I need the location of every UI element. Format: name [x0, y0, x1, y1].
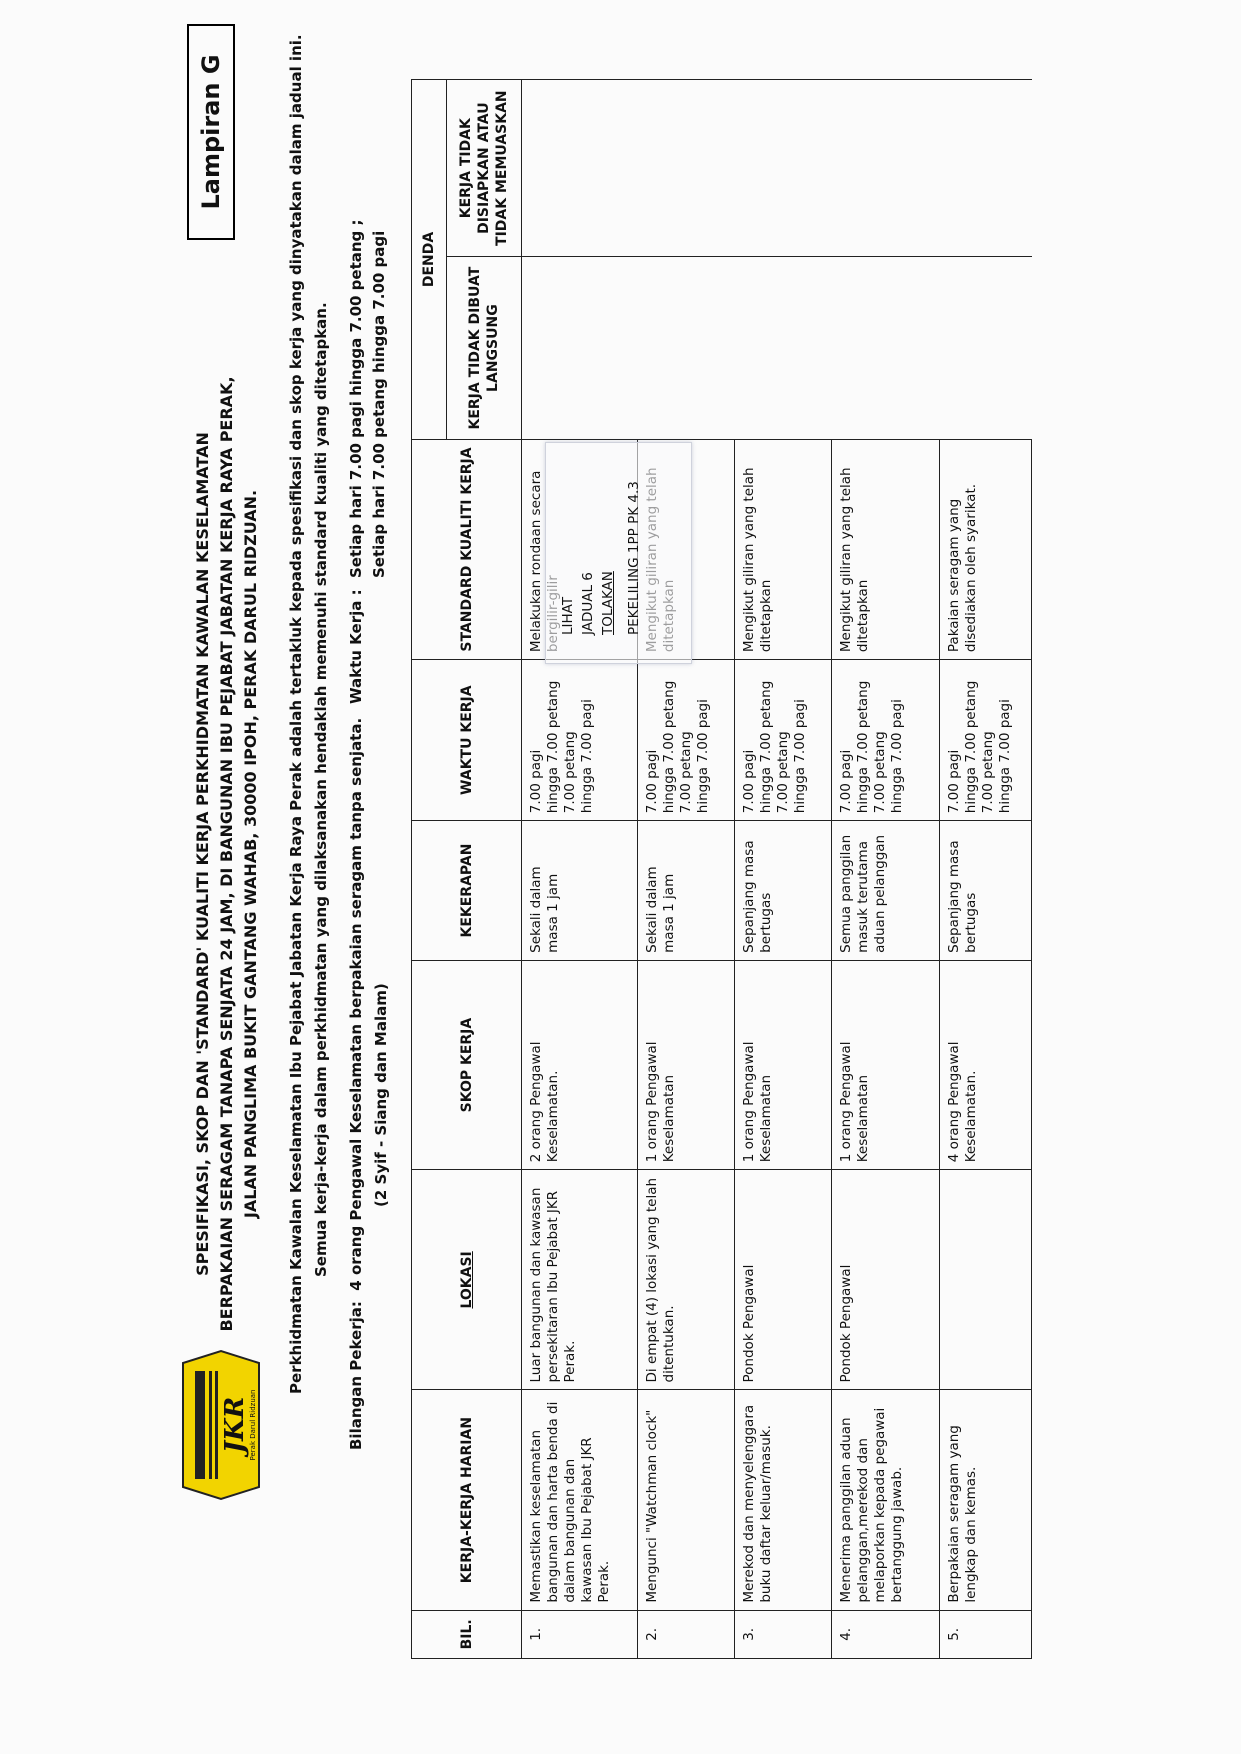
- waktu-line: hingga 7.00 pagi: [579, 699, 595, 814]
- row-skop: 2 orang Pengawal Keselamatan.: [522, 960, 638, 1169]
- waktu-line-2: Setiap hari 7.00 petang hingga 7.00 pagi: [370, 230, 388, 578]
- waktu-line: hingga 7.00 pagi: [792, 699, 808, 814]
- bilangan-pekerja: [343, 718, 369, 1450]
- waktu-line: hingga 7.00 petang: [963, 680, 979, 814]
- header-kerja: KERJA-KERJA HARIAN: [412, 1390, 522, 1610]
- row-lokasi: Pondok Pengawal: [735, 1170, 832, 1390]
- denda-note-box: [545, 442, 692, 664]
- denda-tidak-dibuat-cell: [522, 257, 1032, 440]
- title-line-3: JALAN PANGLIMA BUKIT GANTANG WAHAB, 30000 IPOH, PERAK DARUL RIDZUAN.: [241, 489, 260, 1219]
- bilangan-label: Bilangan Pekerja:: [347, 1301, 365, 1450]
- denda-tidak-disiapkan-cell: [522, 80, 1032, 257]
- waktu-line: 7.00 pagi: [644, 749, 660, 814]
- waktu-line: 7.00 pagi: [741, 749, 757, 814]
- row-skop: 4 orang Pengawal Keselamatan.: [940, 960, 1032, 1169]
- row-lokasi: Di empat (4) lokasi yang telah ditentukan.: [638, 1170, 735, 1390]
- row-kekerapan: Sekali dalam masa 1 jam: [522, 821, 638, 961]
- waktu-line: hingga 7.00 pagi: [695, 699, 711, 814]
- intro-line-2: Semua kerja-kerja dalam perkhidmatan yang dilaksanakan hendaklah memenuhi standard kualiti yang ditetapkan.: [312, 302, 330, 1277]
- waktu-line: hingga 7.00 petang: [661, 680, 677, 814]
- row-bil: 4.: [832, 1610, 940, 1658]
- waktu-line: hingga 7.00 petang: [545, 680, 561, 814]
- note-tolakan: TOLAKAN: [600, 571, 616, 635]
- waktu-line: 7.00 petang: [872, 731, 888, 814]
- waktu-line-1: Setiap hari 7.00 pagi hingga 7.00 petang ;: [347, 219, 365, 578]
- row-waktu: [735, 660, 832, 821]
- waktu-line: hingga 7.00 petang: [855, 680, 871, 814]
- row-skop: 1 orang Pengawal Keselamatan: [638, 960, 735, 1169]
- row-standard: Pakaian seragam yang disediakan oleh syarikat.: [940, 439, 1032, 659]
- row-kerja: Mengunci "Watchman clock": [638, 1390, 735, 1610]
- row-kerja: Menerima panggilan aduan pelanggan,merekod dan melaporkan kepada pegawai bertanggung jawab.: [832, 1390, 940, 1610]
- title-line-1: SPESIFIKASI, SKOP DAN 'STANDARD' KUALITI KERJA PERKHIDMATAN KAWALAN KESELAMATAN: [193, 432, 212, 1276]
- row-kekerapan: Sepanjang masa bertugas: [735, 821, 832, 961]
- row-skop: 1 orang Pengawal Keselamatan: [832, 960, 940, 1169]
- row-kerja: Berpakaian seragam yang lengkap dan kemas.: [940, 1390, 1032, 1610]
- header-row-1: [412, 80, 447, 1659]
- waktu-line: 7.00 pagi: [946, 749, 962, 814]
- header-denda: DENDA: [412, 80, 447, 440]
- header-tidak-dibuat: KERJA TIDAK DIBUAT LANGSUNG: [447, 257, 522, 440]
- waktu-line: hingga 7.00 pagi: [889, 699, 905, 814]
- row-waktu: [522, 660, 638, 821]
- shift-note: (2 Syif - Siang dan Malam): [372, 983, 390, 1207]
- waktu-line: 7.00 petang: [980, 731, 996, 814]
- header-tidak-disiapkan: KERJA TIDAK DISIAPKAN ATAU TIDAK MEMUASKAN: [447, 80, 522, 257]
- table-row: [522, 80, 638, 1659]
- row-kerja: Merekod dan menyelenggara buku daftar keluar/masuk.: [735, 1390, 832, 1610]
- row-kekerapan: Sekali dalam masa 1 jam: [638, 821, 735, 961]
- row-skop: 1 orang Pengawal Keselamatan: [735, 960, 832, 1169]
- note-lihat: LIHAT: [560, 596, 576, 635]
- row-waktu: [638, 660, 735, 821]
- waktu-line: 7.00 pagi: [528, 749, 544, 814]
- row-waktu: [832, 660, 940, 821]
- header-skop: SKOP KERJA: [412, 960, 522, 1169]
- row-standard: Mengikut giliran yang telah ditetapkan: [832, 439, 940, 659]
- row-bil: 2.: [638, 1610, 735, 1658]
- row-bil: 3.: [735, 1610, 832, 1658]
- intro-line-1: Perkhidmatan Kawalan Keselamatan Ibu Pejabat Jabatan Kerja Raya Perak adalah tertakluk kepada spesifikasi dan skop kerja yang dinyatakan dalam jadual ini.: [287, 34, 305, 1394]
- waktu-line: 7.00 pagi: [838, 749, 854, 814]
- row-kerja: Memastikan keselamatan bangunan dan harta benda di dalam bangunan dan kawasan Ibu Pejabat JKR Perak.: [522, 1390, 638, 1610]
- waktu-line: hingga 7.00 pagi: [997, 699, 1013, 814]
- specification-table: [411, 79, 1032, 1659]
- waktu-line: 7.00 petang: [678, 731, 694, 814]
- row-bil: 1.: [522, 1610, 638, 1658]
- row-kekerapan: Sepanjang masa bertugas: [940, 821, 1032, 961]
- header-waktu: WAKTU KERJA: [412, 660, 522, 821]
- svg-text:Perak Darul Ridzuan: Perak Darul Ridzuan: [249, 1389, 257, 1461]
- row-waktu: [940, 660, 1032, 821]
- svg-text:JKR: JKR: [220, 1396, 250, 1454]
- waktu-line: 7.00 petang: [562, 731, 578, 814]
- row-lokasi: [940, 1170, 1032, 1390]
- header-kekerapan: KEKERAPAN: [412, 821, 522, 961]
- title-line-2: BERPAKAIAN SERAGAM TANAPA SENJATA 24 JAM, DI BANGUNAN IBU PEJABAT JABATAN KERJA RAYA PERAK,: [217, 376, 236, 1332]
- row-standard: Mengikut giliran yang telah ditetapkan: [735, 439, 832, 659]
- row-lokasi: Luar bangunan dan kawasan persekitaran Ibu Pejabat JKR Perak.: [522, 1170, 638, 1390]
- row-bil: 5.: [940, 1610, 1032, 1658]
- bilangan-value: 4 orang Pengawal Keselamatan berpakaian seragam tanpa senjata.: [347, 717, 365, 1291]
- note-pekeliling: PEKELILING 1PP PK 4.3: [626, 481, 642, 635]
- waktu-line: 7.00 petang: [775, 731, 791, 814]
- lampiran-label: Lampiran G: [187, 24, 235, 240]
- header-lokasi: LOKASI: [412, 1170, 522, 1390]
- row-lokasi: Pondok Pengawal: [832, 1170, 940, 1390]
- row-standard: Melakukan rondaan secara: [522, 439, 638, 659]
- header-bil: BIL.: [412, 1610, 522, 1658]
- waktu-label: Waktu Kerja :: [347, 589, 365, 704]
- header-standard: STANDARD KUALITI KERJA: [412, 439, 522, 659]
- waktu-line: hingga 7.00 petang: [758, 680, 774, 814]
- note-jadual: JADUAL 6: [580, 572, 596, 635]
- row-kekerapan: Semua panggilan masuk terutama aduan pelanggan: [832, 821, 940, 961]
